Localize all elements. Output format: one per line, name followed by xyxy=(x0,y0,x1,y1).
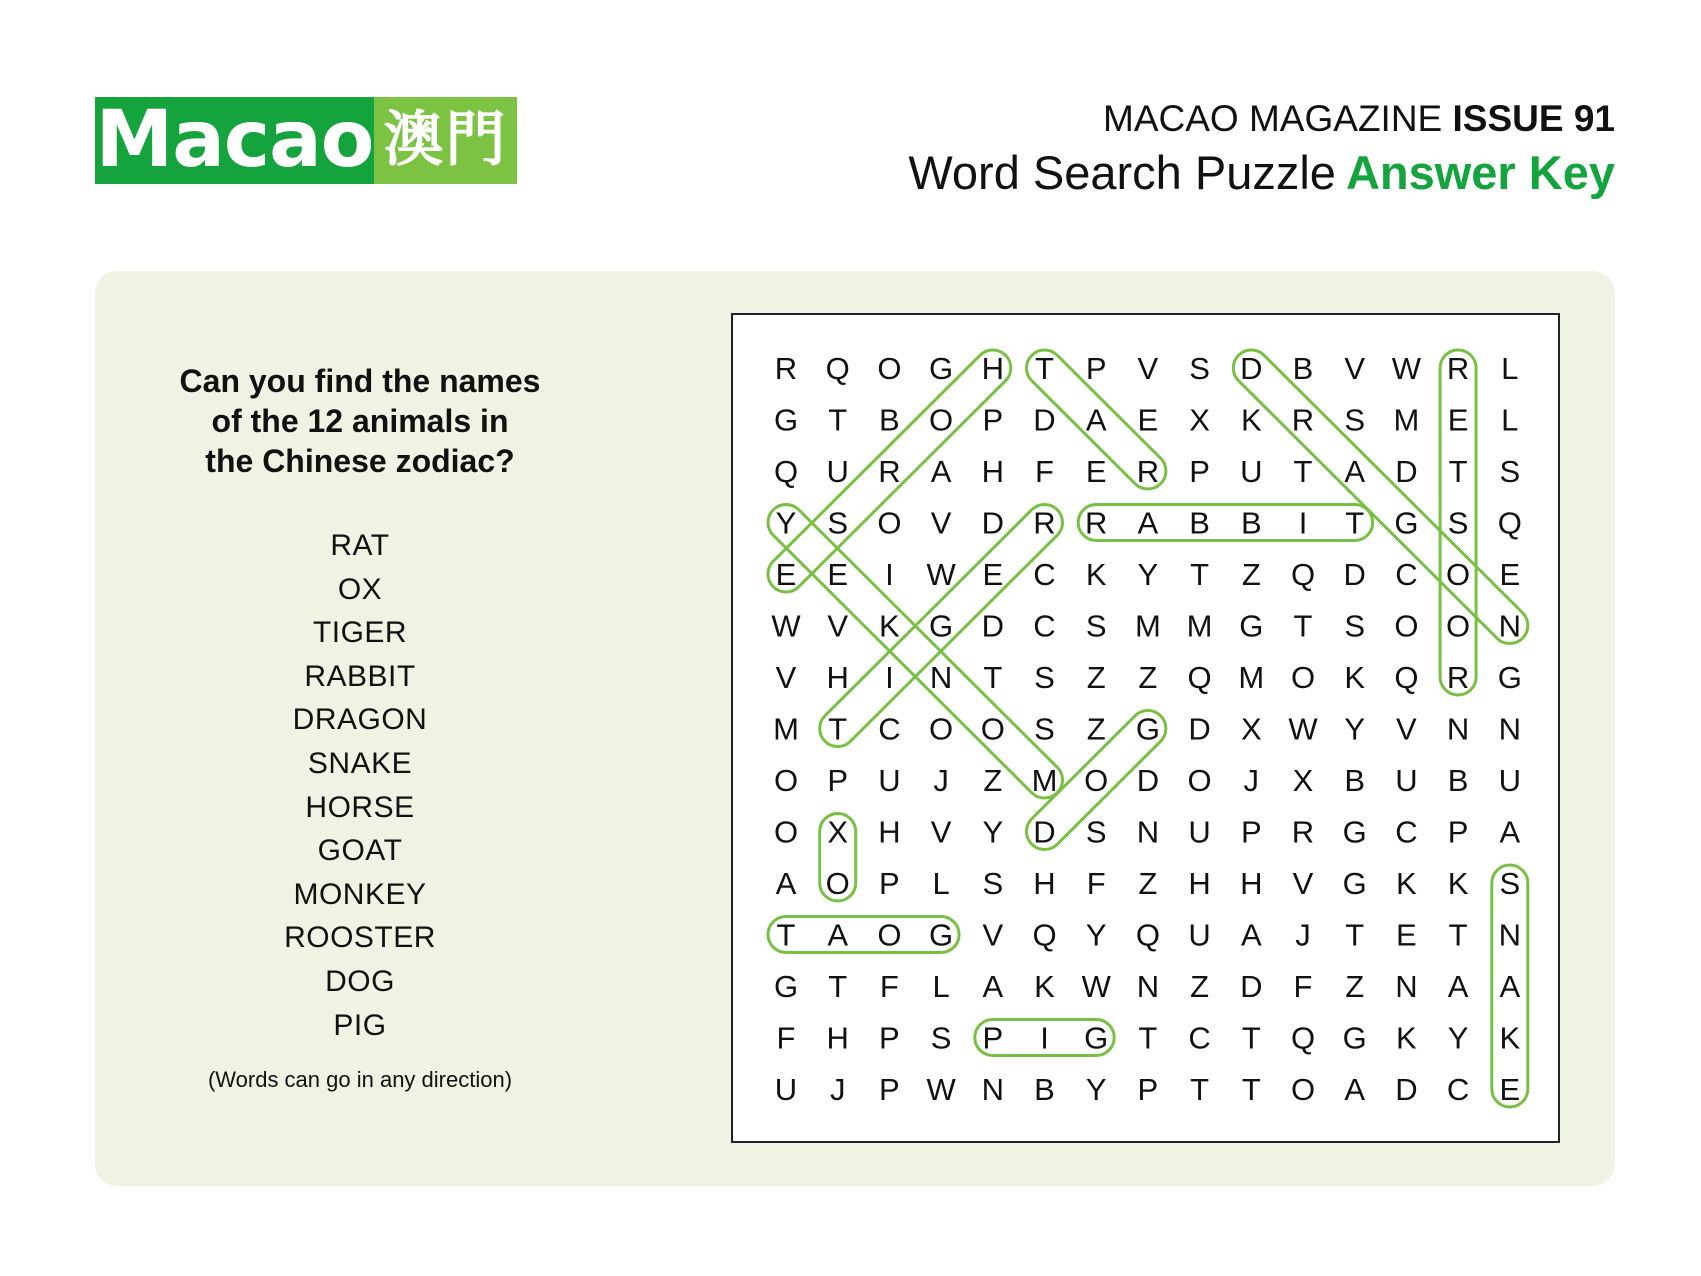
word-item: MONKEY xyxy=(293,877,427,911)
grid-letter: G xyxy=(929,608,954,644)
grid-letter: D xyxy=(1136,763,1160,798)
grid-letter: Q xyxy=(1032,917,1057,953)
grid-letter: O xyxy=(825,866,850,901)
question-line: of the 12 animals in xyxy=(211,403,509,439)
grid-letter: T xyxy=(1448,917,1468,953)
title-line xyxy=(908,143,1615,203)
grid-letter: A xyxy=(1240,917,1262,953)
word-item: SNAKE xyxy=(307,746,413,780)
grid-letter: E xyxy=(1085,454,1107,489)
grid-letter: O xyxy=(773,763,799,798)
word-item: GOAT xyxy=(317,834,403,868)
grid-letter: G xyxy=(1084,1020,1109,1056)
grid-letter: K xyxy=(1447,866,1469,901)
macao-logo xyxy=(95,97,517,184)
grid-letter: Z xyxy=(1086,711,1106,747)
grid-letter: X xyxy=(1189,402,1210,438)
logo-cjk-text: 澳門 xyxy=(374,97,517,184)
grid-letter: B xyxy=(1447,763,1469,798)
grid-letter: S xyxy=(1034,711,1055,747)
grid-letter: D xyxy=(1033,402,1056,438)
grid-letter: F xyxy=(879,969,899,1004)
grid-letter: F xyxy=(1086,866,1106,901)
grid-letter: N xyxy=(1136,814,1160,850)
grid-letter: K xyxy=(879,608,900,644)
grid-letter: E xyxy=(1499,1072,1521,1107)
grid-letter: C xyxy=(878,711,901,747)
grid-letter: B xyxy=(1240,505,1262,541)
grid-letter: T xyxy=(1345,917,1365,953)
grid-letter: A xyxy=(982,969,1004,1004)
grid-letter: G xyxy=(773,402,799,438)
answer-ring-rabbit xyxy=(1078,505,1373,541)
grid-letter: F xyxy=(1293,969,1313,1004)
grid-letter: R xyxy=(1085,505,1108,541)
grid-letter: V xyxy=(930,814,952,850)
grid-letter: V xyxy=(1396,711,1417,747)
grid-letter: H xyxy=(878,814,901,850)
grid-letter: Z xyxy=(1190,969,1210,1004)
grid-letter: R xyxy=(1291,402,1315,438)
grid-letter: S xyxy=(1499,866,1521,901)
grid-letter: T xyxy=(1448,454,1468,489)
grid-letter: K xyxy=(1396,866,1417,901)
grid-letter: D xyxy=(1343,557,1366,592)
grid-letter: G xyxy=(1394,505,1419,541)
word-item: ROOSTER xyxy=(284,921,436,955)
grid-letter: R xyxy=(878,454,901,489)
grid-letter: O xyxy=(1290,660,1316,695)
grid-letter: O xyxy=(929,402,954,438)
grid-letter: C xyxy=(1446,1072,1470,1107)
grid-letter: G xyxy=(1497,660,1522,695)
grid-letter: P xyxy=(879,1020,900,1056)
grid-letter: H xyxy=(826,660,849,695)
logo-latin-text: Macao xyxy=(95,95,374,185)
grid-letter: Z xyxy=(1138,866,1158,901)
grid-letter: G xyxy=(929,351,954,386)
word-search-grid xyxy=(731,313,1560,1143)
grid-letter: U xyxy=(1188,814,1211,850)
grid-letter: W xyxy=(1288,711,1318,747)
grid-letter: X xyxy=(827,814,849,850)
grid-letter: R xyxy=(1446,351,1470,386)
grid-letter: J xyxy=(829,1072,846,1107)
grid-letter: P xyxy=(1085,351,1107,386)
grid-letter: J xyxy=(1295,917,1311,953)
grid-letter: R xyxy=(1136,454,1160,489)
grid-letter: O xyxy=(1290,1072,1316,1107)
grid-letter: W xyxy=(1391,351,1422,386)
grid-letter: N xyxy=(1498,711,1521,747)
word-item: DOG xyxy=(325,964,395,998)
grid-letter: V xyxy=(1344,351,1366,386)
grid-letter: I xyxy=(1298,505,1308,541)
word-item: HORSE xyxy=(305,790,415,824)
grid-letter: O xyxy=(1446,608,1471,644)
grid-letter: P xyxy=(879,866,900,901)
grid-letter: D xyxy=(1240,969,1263,1004)
puzzle-title: Word Search Puzzle xyxy=(908,146,1336,199)
grid-letter: S xyxy=(1085,814,1107,850)
grid-letter: U xyxy=(1240,454,1263,489)
grid-letter: P xyxy=(827,763,849,798)
grid-letter: T xyxy=(983,660,1003,695)
grid-letter: A xyxy=(1085,402,1107,438)
grid-letter: I xyxy=(1040,1020,1049,1056)
grid-letter: Q xyxy=(1290,557,1316,592)
grid-letter: O xyxy=(1084,763,1109,798)
word-list xyxy=(95,524,625,1047)
grid-letter: U xyxy=(1188,917,1211,953)
grid-letter: V xyxy=(1292,866,1314,901)
grid-letter: B xyxy=(1344,763,1366,798)
grid-letter: P xyxy=(1447,814,1469,850)
grid-letter: A xyxy=(1447,969,1469,1004)
grid-letter: Z xyxy=(1086,660,1106,695)
grid-canvas xyxy=(733,315,1558,1141)
grid-letter: K xyxy=(1034,969,1055,1004)
answer-ring-monkey xyxy=(761,497,1070,805)
grid-letter: J xyxy=(933,763,949,798)
grid-letter: E xyxy=(827,557,849,592)
grid-letter: L xyxy=(1501,351,1519,386)
word-item: PIG xyxy=(333,1008,387,1042)
grid-letter: H xyxy=(1033,866,1056,901)
grid-letter: C xyxy=(1188,1020,1211,1056)
grid-letter: O xyxy=(877,351,902,386)
grid-letter: E xyxy=(1137,402,1159,438)
question-line: Can you find the names xyxy=(179,363,541,399)
grid-letter: H xyxy=(981,351,1004,386)
page-header xyxy=(908,97,1615,203)
grid-letter: A xyxy=(1499,969,1521,1004)
question-text xyxy=(95,361,625,481)
grid-letter: A xyxy=(827,917,849,953)
grid-letter: P xyxy=(1137,1072,1159,1107)
grid-letter: A xyxy=(1137,505,1159,541)
grid-letter: D xyxy=(1395,1072,1418,1107)
grid-letter: J xyxy=(1243,763,1260,798)
grid-letter: B xyxy=(879,402,900,438)
grid-letter: N xyxy=(1136,969,1160,1004)
grid-letter: Y xyxy=(775,505,797,541)
grid-letter: G xyxy=(1239,608,1264,644)
grid-letter: T xyxy=(1241,1020,1261,1056)
grid-letter: Q xyxy=(1394,660,1419,695)
grid-letter: I xyxy=(885,557,894,592)
grid-letter: S xyxy=(1344,402,1366,438)
grid-letter: L xyxy=(1501,402,1519,438)
grid-letter: S xyxy=(1189,351,1210,386)
grid-letter: A xyxy=(1344,1072,1366,1107)
grid-letter: U xyxy=(1498,763,1521,798)
grid-letter: E xyxy=(982,557,1004,592)
grid-letter: X xyxy=(1292,763,1314,798)
grid-letter: T xyxy=(1190,1072,1210,1107)
grid-letter: A xyxy=(1499,814,1521,850)
grid-letter: O xyxy=(877,505,902,541)
grid-letter: H xyxy=(981,454,1004,489)
answer-ring-dragon xyxy=(1226,343,1535,651)
grid-letter: S xyxy=(1034,660,1055,695)
grid-letter: U xyxy=(826,454,849,489)
grid-letter: F xyxy=(776,1020,796,1056)
grid-letter: B xyxy=(1292,351,1314,386)
grid-letter: P xyxy=(1240,814,1262,850)
grid-letter: N xyxy=(1446,711,1470,747)
grid-letter: O xyxy=(773,814,799,850)
grid-letter: M xyxy=(1186,608,1213,644)
grid-letter: D xyxy=(1395,454,1418,489)
grid-letter: G xyxy=(1342,814,1367,850)
grid-letter: T xyxy=(1345,505,1365,541)
grid-letter: S xyxy=(1344,608,1366,644)
grid-letter: D xyxy=(1188,711,1211,747)
grid-letter: V xyxy=(827,608,849,644)
grid-letter: D xyxy=(1033,814,1056,850)
answer-key-label: Answer Key xyxy=(1345,146,1615,199)
grid-letter: X xyxy=(1240,711,1262,747)
grid-letter: M xyxy=(1134,608,1161,644)
grid-letter: T xyxy=(1293,454,1313,489)
grid-letter: O xyxy=(980,711,1005,747)
grid-letter: D xyxy=(981,505,1004,541)
grid-letter: C xyxy=(1395,557,1418,592)
grid-letter: Q xyxy=(1290,1020,1316,1056)
grid-letter: M xyxy=(773,711,799,747)
grid-letter: K xyxy=(1499,1020,1521,1056)
grid-letter: Y xyxy=(1447,1020,1469,1056)
grid-letter: I xyxy=(885,660,894,695)
grid-letter: B xyxy=(1189,505,1210,541)
grid-letter: T xyxy=(828,402,848,438)
grid-letter: O xyxy=(929,711,954,747)
grid-letter: O xyxy=(1446,557,1471,592)
grid-letter: L xyxy=(932,866,950,901)
grid-letter: M xyxy=(1393,402,1420,438)
magazine-name: MACAO MAGAZINE xyxy=(1103,98,1443,139)
grid-letter: Y xyxy=(1085,917,1107,953)
grid-letter: Y xyxy=(982,814,1004,850)
grid-letter: F xyxy=(1035,454,1054,489)
grid-letter: K xyxy=(1085,557,1107,592)
grid-letter: U xyxy=(774,1072,798,1107)
grid-letter: E xyxy=(1447,402,1469,438)
grid-letter: P xyxy=(879,1072,900,1107)
grid-letter: V xyxy=(1137,351,1159,386)
grid-letter: S xyxy=(1085,608,1107,644)
question-line: the Chinese zodiac? xyxy=(205,443,515,479)
word-item: DRAGON xyxy=(292,703,428,737)
grid-letter: Q xyxy=(1187,660,1212,695)
grid-letter: G xyxy=(773,969,799,1004)
grid-letter: G xyxy=(1342,866,1367,901)
grid-letter: W xyxy=(926,557,956,592)
grid-letter: D xyxy=(981,608,1004,644)
grid-letter: Y xyxy=(1085,1072,1107,1107)
grid-letter: K xyxy=(1240,402,1262,438)
grid-letter: E xyxy=(1396,917,1417,953)
magazine-line xyxy=(908,97,1615,141)
grid-letter: Y xyxy=(1137,557,1159,592)
grid-letter: D xyxy=(1240,351,1263,386)
grid-letter: C xyxy=(1033,557,1056,592)
grid-letter: E xyxy=(775,557,797,592)
grid-letter: O xyxy=(1187,763,1212,798)
grid-letter: M xyxy=(1031,763,1058,798)
grid-letter: P xyxy=(1189,454,1210,489)
grid-letter: T xyxy=(776,917,796,953)
grid-letter: R xyxy=(1033,505,1056,541)
grid-letter: N xyxy=(981,1072,1004,1107)
grid-letter: Z xyxy=(1138,660,1158,695)
grid-letter: N xyxy=(1498,917,1521,953)
issue-number: ISSUE 91 xyxy=(1452,98,1615,139)
grid-letter: K xyxy=(1396,1020,1417,1056)
grid-letter: Z xyxy=(1345,969,1365,1004)
grid-letter: Q xyxy=(773,454,799,489)
direction-note: (Words can go in any direction) xyxy=(207,1067,513,1092)
word-item: OX xyxy=(337,572,383,606)
grid-letter: S xyxy=(982,866,1004,901)
grid-letter: S xyxy=(1447,505,1469,541)
grid-letter: H xyxy=(1188,866,1211,901)
grid-letter: G xyxy=(929,917,954,953)
grid-letter: Y xyxy=(1344,711,1366,747)
grid-letter: V xyxy=(775,660,797,695)
grid-letter: T xyxy=(1241,1072,1261,1107)
grid-letter: V xyxy=(930,505,952,541)
word-item: TIGER xyxy=(312,616,408,650)
grid-letter: K xyxy=(1344,660,1366,695)
grid-letter: A xyxy=(775,866,797,901)
word-item: RAT xyxy=(330,529,390,562)
grid-letter: R xyxy=(774,351,798,386)
grid-letter: W xyxy=(1081,969,1111,1004)
grid-letter: Q xyxy=(825,351,850,386)
grid-letter: G xyxy=(1342,1020,1367,1056)
grid-letter: T xyxy=(1035,351,1054,386)
grid-letter: S xyxy=(827,505,849,541)
grid-letter: Q xyxy=(1497,505,1522,541)
grid-letter: N xyxy=(929,660,953,695)
grid-letter: R xyxy=(1446,660,1470,695)
grid-letter: V xyxy=(982,917,1004,953)
grid-letter: P xyxy=(982,1020,1004,1056)
grid-letter: Z xyxy=(1241,557,1261,592)
grid-letter: Z xyxy=(983,763,1003,798)
grid-letter: B xyxy=(1034,1072,1055,1107)
grid-letter: T xyxy=(828,969,848,1004)
grid-letter: W xyxy=(771,608,801,644)
grid-letter: A xyxy=(930,454,952,489)
grid-letter: A xyxy=(1344,454,1366,489)
grid-letter: R xyxy=(1291,814,1315,850)
grid-letter: T xyxy=(828,711,848,747)
grid-letter: T xyxy=(1293,608,1313,644)
grid-letter: C xyxy=(1033,608,1056,644)
grid-letter: H xyxy=(826,1020,849,1056)
grid-letter: L xyxy=(932,969,950,1004)
grid-letter: C xyxy=(1395,814,1418,850)
grid-letter: S xyxy=(1499,454,1521,489)
grid-letter: O xyxy=(1394,608,1419,644)
grid-letter: M xyxy=(1238,660,1265,695)
grid-letter: T xyxy=(1190,557,1210,592)
grid-letter: W xyxy=(926,1072,956,1107)
grid-letter: P xyxy=(982,402,1004,438)
word-item: RABBIT xyxy=(304,659,416,693)
grid-letter: U xyxy=(878,763,901,798)
grid-letter: N xyxy=(1498,608,1521,644)
grid-letter: Q xyxy=(1135,917,1160,953)
grid-letter: S xyxy=(930,1020,952,1056)
grid-letter: N xyxy=(1395,969,1418,1004)
grid-letter: T xyxy=(1138,1020,1158,1056)
grid-letter: E xyxy=(1499,557,1521,592)
grid-letter: G xyxy=(1135,711,1160,747)
grid-letter: H xyxy=(1240,866,1263,901)
grid-letter: U xyxy=(1395,763,1418,798)
grid-letter: O xyxy=(877,917,902,953)
